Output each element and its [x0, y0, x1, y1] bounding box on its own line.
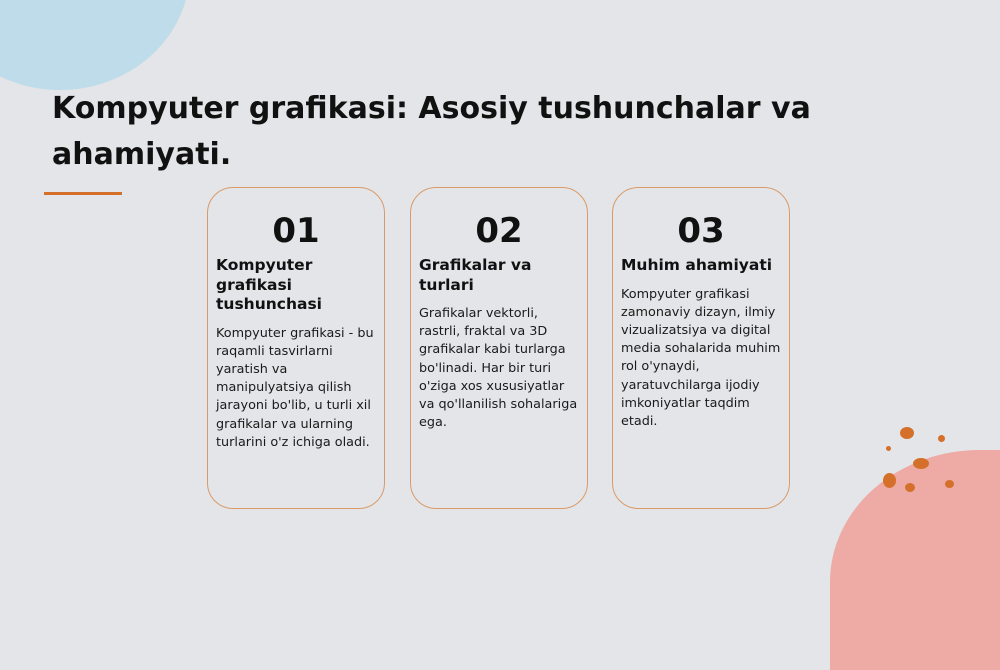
card-number: 03 — [677, 211, 725, 251]
card-02 — [410, 187, 588, 509]
title-underline — [44, 192, 122, 195]
card-body: Kompyuter grafikasi - bu raqamli tasvirlarni yaratish va manipulyatsiya qilish jarayoni bo'lib, u turli xil grafikalar va ularning turlarini o'z ichiga oladi. — [216, 325, 374, 450]
card-number: 01 — [272, 211, 320, 251]
card-heading: Grafikalar va turlari — [419, 256, 532, 294]
slide-title: Kompyuter grafikasi: Asosiy tushunchalar va ahamiyati. — [52, 91, 811, 172]
card-body: Kompyuter grafikasi zamonaviy dizayn, ilmiy vizualizatsiya va digital media sohalarida muhim rol o'ynaydi, yaratuvchilarga ijodiy imkoniyatlar taqdim etadi. — [621, 286, 781, 429]
card-01 — [207, 187, 385, 509]
decorative-pink-blob — [830, 450, 1000, 670]
decorative-blue-blob — [0, 0, 190, 90]
card-body: Grafikalar vektorli, rastrli, fraktal va 3D grafikalar kabi turlarga bo'linadi. Har bir turi o'ziga xos xususiyatlar va qo'llanilish sohalariga ega. — [419, 306, 578, 431]
card-03 — [612, 187, 790, 509]
card-number: 02 — [475, 211, 523, 251]
card-heading: Kompyuter grafikasi tushunchasi — [216, 256, 322, 313]
card-heading: Muhim ahamiyati — [621, 256, 773, 274]
